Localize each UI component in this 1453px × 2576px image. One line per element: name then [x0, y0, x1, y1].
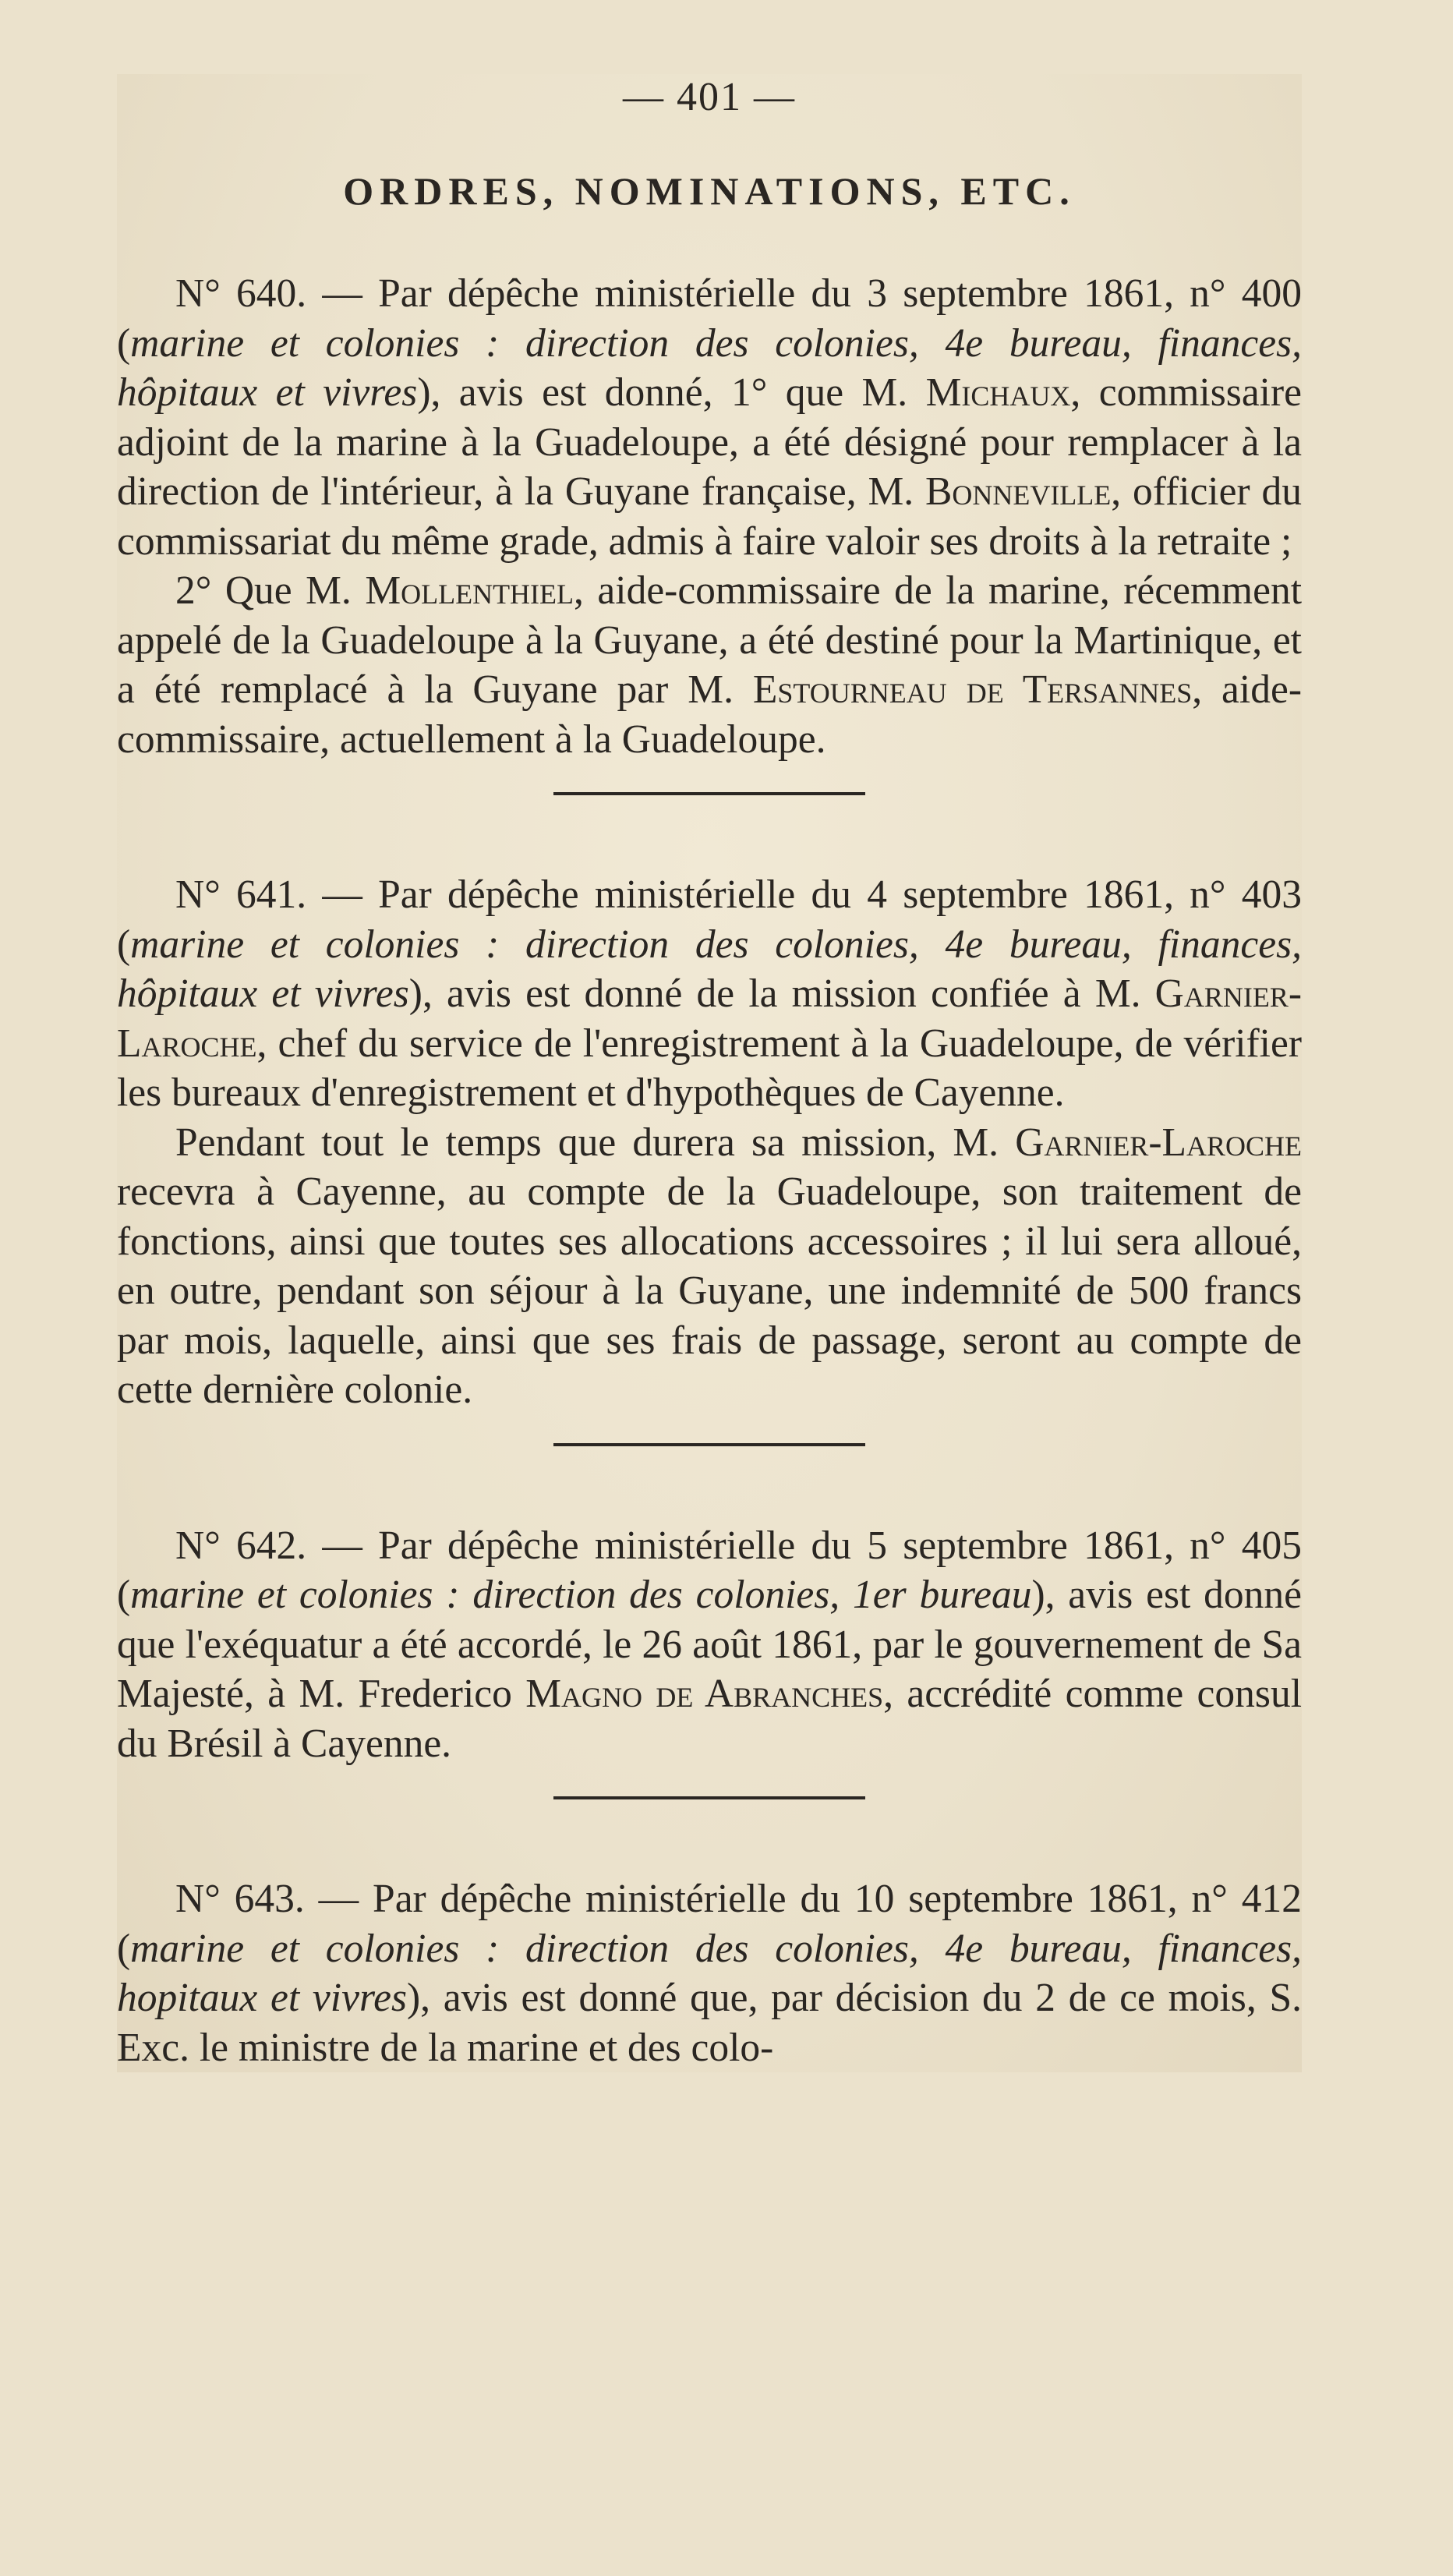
- person-name: Mollenthiel: [365, 568, 574, 613]
- entry-text: N° 643. — Par dépêche ministérielle du 10 septembre 1861, n° 412 (: [117, 1877, 1302, 1971]
- document-page: [117, 74, 1302, 2072]
- entry-text: , officier du commissariat du même grade, admis à faire valoir ses droits à la retraite ;: [117, 469, 1302, 564]
- entry-source-italic: marine et colonies : direction des colonies, 1er bureau: [130, 1573, 1032, 1617]
- entry-paragraph: [117, 566, 1302, 764]
- entry-text: , accrédité comme consul du Brésil à Cayenne.: [117, 1672, 1303, 1766]
- entry-643: [117, 1874, 1302, 2072]
- entry-paragraph: [117, 870, 1302, 1118]
- person-name: Garnier-Laroche: [1015, 1120, 1302, 1165]
- entry-text: N° 641. — Par dépêche ministérielle du 4 septembre 1861, n° 403 (: [117, 872, 1302, 967]
- separator-rule: [553, 792, 865, 795]
- entry-text: N° 640. — Par dépêche ministérielle du 3 septembre 1861, n° 400 (: [117, 271, 1302, 366]
- person-name: Bonneville: [924, 469, 1112, 514]
- entry-paragraph: [117, 1521, 1302, 1769]
- entry-text: ), avis est donné que l'exéquatur a été accordé, le 26 août 1861, par le gouvernement de Sa Majesté, à M. Frederico: [117, 1573, 1302, 1716]
- entry-text: ), avis est donné de la mission confiée à M.: [408, 971, 1155, 1016]
- entry-text: ), avis est donné que, par décision du 2 de ce mois, S. Exc. le ministre de la marine et des colo-: [117, 1976, 1302, 2070]
- person-name: Michaux: [925, 370, 1071, 415]
- page-number: — 401 —: [623, 75, 796, 119]
- entry-text: , chef du service de l'enregistrement à la Guadeloupe, de vérifier les bureaux d'enregistrement et d'hypothèques de Cayenne.: [117, 1021, 1302, 1115]
- entry-640: [117, 269, 1302, 764]
- entry-text: , aide-commissaire, actuellement à la Guadeloupe.: [117, 667, 1302, 762]
- entry-text: , aide-commissaire de la marine, récemment appelé de la Guadeloupe à la Guyane, a été destiné pour la Martinique, et a été remplacé à la Guyane par M.: [117, 568, 1303, 712]
- entry-642: [117, 1521, 1302, 1769]
- entry-641: [117, 870, 1302, 1415]
- entry-text: N° 642. — Par dépêche ministérielle du 5 septembre 1861, n° 405 (: [117, 1523, 1302, 1617]
- person-name: Garnier-Laroche: [117, 971, 1302, 1066]
- person-name: Estourneau de Tersannes: [752, 667, 1193, 712]
- entry-text: recevra à Cayenne, au compte de la Guadeloupe, son traitement de fonctions, ainsi que toutes ses allocations accessoires ; il lui sera alloué, en outre, pendant son séjour à la Guyane, une indemnité de 500 francs par mois, laquelle, ainsi que ses frais de passage, seront au compte de cette dernière colonie.: [117, 1169, 1302, 1412]
- entry-source-italic: marine et colonies : direction des colonies, 4e bureau, finances, hopitaux et vivres: [117, 1926, 1302, 2020]
- entry-source-italic: marine et colonies : direction des colonies, 4e bureau, finances, hôpitaux et vivres: [117, 320, 1302, 415]
- entry-paragraph: [117, 1118, 1302, 1415]
- entry-text: Pendant tout le temps que durera sa mission, M.: [175, 1120, 1016, 1165]
- entry-text: 2° Que M.: [175, 568, 366, 613]
- section-heading: ORDRES, NOMINATIONS, ETC.: [343, 169, 1076, 213]
- entry-source-italic: marine et colonies : direction des colonies, 4e bureau, finances, hôpitaux et vivres: [117, 922, 1302, 1016]
- entry-paragraph: [117, 1874, 1302, 2072]
- separator-rule: [553, 1443, 865, 1446]
- person-name: Magno de Abranches: [525, 1672, 884, 1716]
- separator-rule: [553, 1796, 865, 1799]
- entry-paragraph: [117, 269, 1302, 566]
- entry-text: , commissaire adjoint de la marine à la Guadeloupe, a été désigné pour remplacer à la direction de l'intérieur, à la Guyane française, M.: [117, 370, 1303, 514]
- entry-text: ), avis est donné, 1° que M.: [417, 370, 926, 415]
